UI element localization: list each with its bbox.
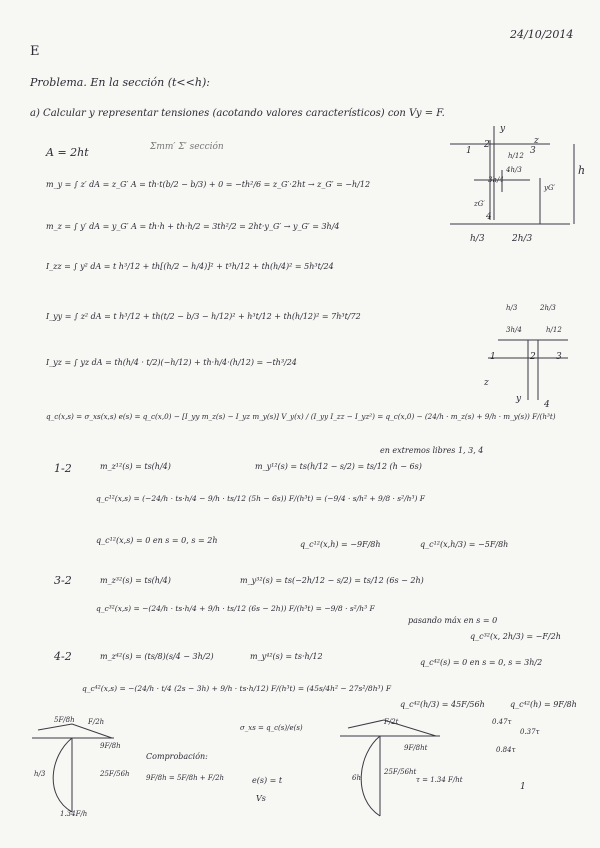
flow-left-label-f2h: F/2h	[88, 718, 105, 726]
sketch-mid-label-4: 4	[544, 400, 550, 410]
date: 24/10/2014	[510, 28, 574, 41]
branch-12-qh3: q_c¹²(x,h/3) = −5F/8h	[420, 540, 509, 549]
sketch-mid-label-1: 1	[490, 352, 496, 362]
flow-left-label-9f8h: 9F/8h	[100, 742, 121, 750]
sketch-top-label-4: 4	[486, 212, 492, 222]
eq-izz: I_zz = ∫ y² dA = t h³/12 + th[(h/2 − h/4)]² + t³h/12 + th(h/4)² = 5h³t/24	[46, 262, 334, 271]
sketch-top-label-y: y	[500, 124, 506, 134]
stress-right-label-6h: 6h	[352, 774, 361, 782]
page-number: 1	[520, 782, 526, 792]
branch-32-tag: 3-2	[54, 574, 72, 587]
sketch-mid-label-h3: h/3	[506, 304, 518, 312]
sketch-top-label-3: 3	[530, 146, 536, 156]
sketch-mid-label-3h4: 3h/4	[506, 326, 522, 334]
branch-42-qend: q_c⁴²(h) = 9F/8h	[510, 700, 577, 709]
eq-area: A = 2ht	[46, 146, 89, 159]
flow-left-label-25f56h: 25F/56h	[100, 770, 130, 778]
sketch-top-label-1: 1	[466, 146, 472, 156]
sketch-mid-label-y: y	[516, 394, 522, 404]
sketch-top-label-h12: h/12	[508, 152, 524, 160]
stress-right-label-084: 0.84τ	[496, 746, 516, 754]
sketch-top-label-4h3: 4h/3	[506, 166, 522, 174]
stress-right-label-25f56ht: 25F/56ht	[384, 768, 417, 776]
branch-12-mz: m_z¹²(s) = ts(h/4)	[100, 462, 171, 471]
sketch-top-label-3h4: 3h/4	[488, 176, 504, 184]
sketch-top-label-h: h	[578, 164, 586, 177]
comprobacion-eq: 9F/8h = 5F/8h + F/2h	[146, 774, 225, 782]
stress-right-label-f2t: F/2t	[384, 718, 399, 726]
branch-42-my: m_y⁴²(s) = ts·h/12	[250, 652, 323, 661]
flow-left-label-134: 1.34F/h	[60, 810, 88, 818]
eq-area-note: Σmm′ Σ′ sección	[150, 142, 224, 152]
eq-q-note: en extremos libres 1, 3, 4	[380, 446, 484, 455]
branch-12-q0: q_c¹²(x,s) = 0 en s = 0, s = 2h	[96, 536, 218, 545]
sketch-top-label-h3: h/3	[470, 234, 485, 244]
branch-42-q: q_c⁴²(x,s) = −(24/h · t/4 (2s − 3h) + 9/h · ts·h/12) F/(h³t) = (45s/4h² − 27s²/8h³) F	[82, 684, 392, 693]
eq-my: m_y = ∫ z′ dA = z_G′ A = th·t(b/2 − b/3) + 0 = −th²/6 = z_G′·2ht → z_G′ = −h/12	[46, 180, 371, 189]
sketch-mid-label-3: 3	[556, 352, 562, 362]
problem-part-a: a) Calcular y representar tensiones (acotando valores característicos) con Vy = F.	[30, 108, 445, 119]
sketch-top-label-2h3: 2h/3	[512, 234, 533, 244]
comprobacion-title: Comprobación:	[146, 752, 208, 761]
stress-right-label-9f8ht: 9F/8ht	[404, 744, 428, 752]
branch-32-mz: m_z³²(s) = ts(h/4)	[100, 576, 171, 585]
branch-42-qmax: q_c⁴²(h/3) = 45F/56h	[400, 700, 485, 709]
branch-42-mz: m_z⁴²(s) = (ts/8)(s/4 − 3h/2)	[100, 652, 214, 661]
sketch-top-label-2: 2	[484, 140, 490, 150]
page-letter: E	[30, 44, 40, 59]
branch-12-my: m_y¹²(s) = ts(h/12 − s/2) = ts/12 (h − 6s)	[255, 462, 422, 471]
es-eq: e(s) = t	[252, 776, 283, 785]
sketch-mid-label-2: 2	[530, 352, 536, 362]
branch-12-q: q_c¹²(x,s) = (−24/h · ts·h/4 − 9/h · ts/12 (5h − 6s)) F/(h³t) = (−9/4 · s/h² + 9/8 · s²/h³) F	[96, 494, 425, 503]
sketch-top-label-zg: zG′	[474, 200, 485, 208]
flow-left-label-5f8h: 5F/8h	[54, 716, 75, 724]
branch-32-my: m_y³²(s) = ts(−2h/12 − s/2) = ts/12 (6s − 2h)	[240, 576, 424, 585]
vs-label: Vs	[256, 794, 266, 803]
eq-iyy: I_yy = ∫ z² dA = t h³/12 + th(t/2 − b/3 − h/12)² + h³t/12 + th(h/12)² = 7h³t/72	[46, 312, 361, 321]
branch-32-qmax: q_c³²(x, 2h/3) = −F/2h	[470, 632, 561, 641]
stress-diagram-right	[340, 714, 460, 818]
sketch-mid-label-h12: h/12	[546, 326, 562, 334]
branch-32-note: pasando máx en s = 0	[408, 616, 498, 625]
eq-q-general: q_c(x,s) = σ_xs(x,s) e(s) = q_c(x,0) − [I_yy m_z(s) − I_yz m_y(s)] V_y(x) / (I_yy I_zz − I_yz²) = q_c(x,0) − (24/h · m_z(s) + 9/h · m_y(s)) F/(h³t)	[46, 412, 556, 421]
flow-diagram-left	[30, 716, 130, 816]
stress-right-label-037: 0.37τ	[520, 728, 540, 736]
problem-title: Problema. En la sección (t<<h):	[30, 76, 210, 89]
stress-right-label-tau: τ = 1.34 F/ht	[416, 776, 463, 784]
sketch-top-label-yg: yG′	[544, 184, 556, 192]
branch-12-tag: 1-2	[54, 462, 72, 475]
branch-42-q0: q_c⁴²(s) = 0 en s = 0, s = 3h/2	[420, 658, 543, 667]
eq-iyz: I_yz = ∫ yz dA = th(h/4 · t/2)(−h/12) + th·h/4·(h/12) = −th³/24	[46, 358, 297, 367]
branch-32-q: q_c³²(x,s) = −(24/h · ts·h/4 + 9/h · ts/12 (6s − 2h)) F/(h³t) = −9/8 · s²/h³ F	[96, 604, 375, 613]
sketch-top-label-z: z	[534, 136, 539, 146]
sketch-mid-label-z: z	[484, 378, 489, 388]
sketch-mid-label-2h3: 2h/3	[540, 304, 556, 312]
flow-left-label-h3: h/3	[34, 770, 46, 778]
sigma-eq: σ_xs = q_c(s)/e(s)	[240, 724, 303, 732]
branch-42-tag: 4-2	[54, 650, 72, 663]
branch-12-qh: q_c¹²(x,h) = −9F/8h	[300, 540, 381, 549]
eq-mz: m_z = ∫ y′ dA = y_G′ A = th·h + th·h/2 = 3th²/2 = 2ht·y_G′ → y_G′ = 3h/4	[46, 222, 340, 231]
section-sketch-top	[450, 120, 590, 250]
stress-right-label-047: 0.47τ	[492, 718, 512, 726]
